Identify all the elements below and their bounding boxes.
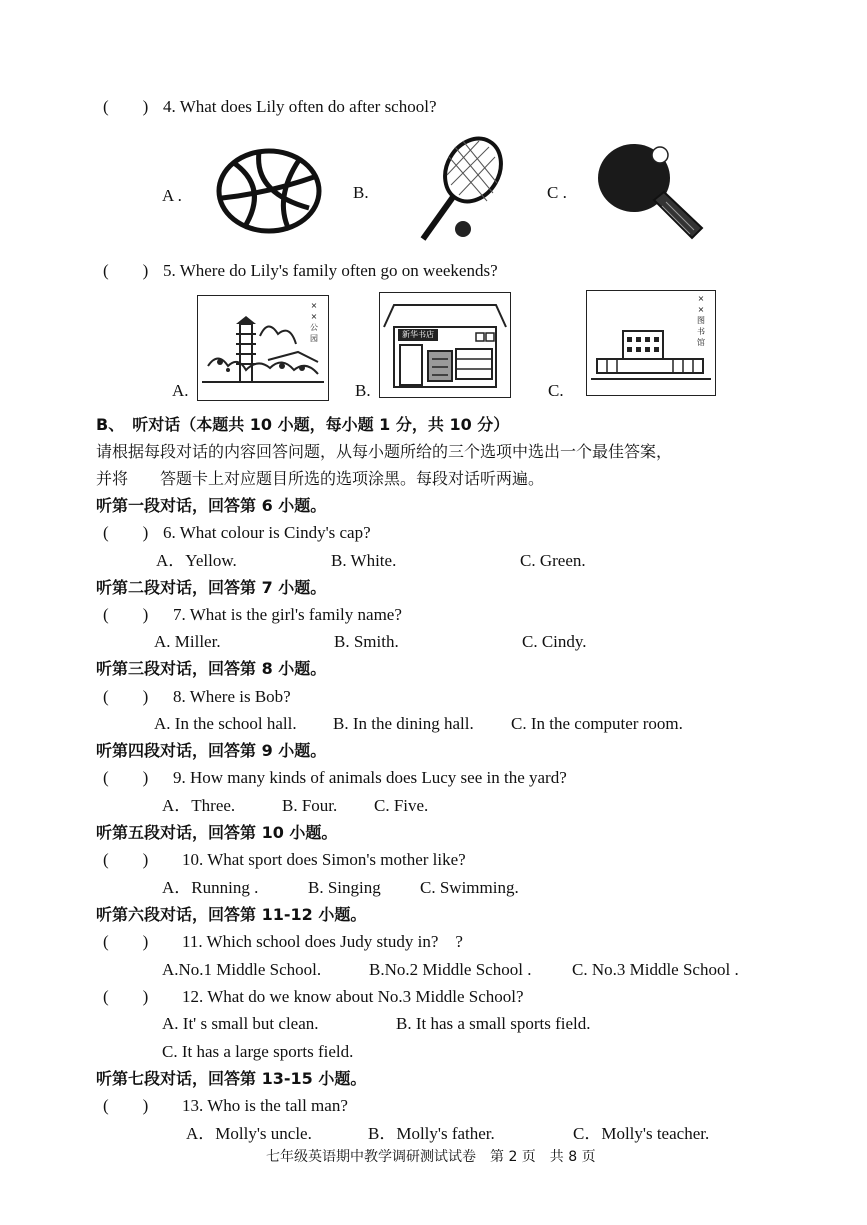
park-sign-char: 园 [310,334,318,343]
library-sign-char: 馆 [697,338,705,347]
q13-answer-blank[interactable]: ( ) [103,1096,149,1115]
section-b-instruction-line1: 请根据每段对话的内容回答问题，从每小题所给的三个选项中选出一个最佳答案， [96,442,673,461]
q9-option-b[interactable]: B. Four. [282,796,338,815]
library-sign-char: × [697,294,705,303]
q12-answer-blank[interactable]: ( ) [103,987,149,1006]
library-sign-char: × [697,305,705,314]
q7-option-b[interactable]: B. Smith. [334,632,399,651]
q6-answer-blank[interactable]: ( ) [103,523,149,542]
q12-question: 12. What do we know about No.3 Middle School? [182,987,524,1006]
park-picture [197,295,329,401]
dialog-6-header: 听第六段对话，回答第 11-12 小题。 [96,905,367,924]
q12-option-b[interactable]: B. It has a small sports field. [396,1014,591,1033]
q9-question: 9. How many kinds of animals does Lucy see in the yard? [173,768,567,787]
q4-option-b-label: B. [353,183,369,202]
page-footer: 七年级英语期中教学调研测试试卷 第 2 页 共 8 页 [266,1149,596,1165]
q12-option-c[interactable]: C. It has a large sports field. [162,1042,354,1061]
section-b-title: B、 听对话（本题共 10 小题，每小题 1 分，共 10 分） [96,415,510,434]
q13-option-b[interactable]: B．Molly's father. [368,1124,495,1143]
dialog-1-header: 听第一段对话，回答第 6 小题。 [96,496,327,515]
dialog-5-header: 听第五段对话，回答第 10 小题。 [96,823,338,842]
dialog-3-header: 听第三段对话，回答第 8 小题。 [96,659,327,678]
q11-option-b[interactable]: B.No.2 Middle School . [369,960,532,979]
q8-option-c[interactable]: C. In the computer room. [511,714,683,733]
q8-question: 8. Where is Bob? [173,687,291,706]
q10-option-a[interactable]: A．Running . [162,878,259,897]
q4-option-c-label: C . [547,183,567,202]
q6-option-b[interactable]: B. White. [331,551,397,570]
volleyball-icon [214,148,326,234]
library-picture [586,290,716,396]
q6-question: 6. What colour is Cindy's cap? [163,523,371,542]
q9-answer-blank[interactable]: ( ) [103,768,149,787]
q5-option-a-label: A. [172,381,189,400]
park-sign-char: 公 [310,323,318,332]
q8-answer-blank[interactable]: ( ) [103,687,149,706]
q4-question: 4. What does Lily often do after school? [163,97,437,116]
q5-option-c-label: C. [548,381,564,400]
section-b-instruction-line2: 并将 答题卡上对应题目所选的选项涂黑。每段对话听两遍。 [96,469,545,488]
library-sign-char: 书 [697,327,705,336]
park-sign-char: × [310,312,318,321]
q10-option-c[interactable]: C. Swimming. [420,878,519,897]
bookstore-sign: 新华书店 [398,329,438,341]
q9-option-a[interactable]: A．Three. [162,796,236,815]
library-sign-char: 图 [697,316,705,325]
dialog-2-header: 听第二段对话，回答第 7 小题。 [96,578,327,597]
bookstore-picture [379,292,511,398]
q12-option-a[interactable]: A. It' s small but clean. [162,1014,319,1033]
q10-question: 10. What sport does Simon's mother like? [182,850,466,869]
q10-option-b[interactable]: B. Singing [308,878,381,897]
dialog-4-header: 听第四段对话，回答第 9 小题。 [96,741,327,760]
q13-question: 13. Who is the tall man? [182,1096,348,1115]
dialog-7-header: 听第七段对话，回答第 13-15 小题。 [96,1069,367,1088]
q4-option-a-label: A . [162,186,182,205]
q7-answer-blank[interactable]: ( ) [103,605,149,624]
q9-option-c[interactable]: C. Five. [374,796,429,815]
q11-option-a[interactable]: A.No.1 Middle School. [162,960,322,979]
q11-question: 11. Which school does Judy study in? ? [182,932,463,951]
q4-answer-blank[interactable]: ( ) [103,97,149,116]
q8-option-a[interactable]: A. In the school hall. [154,714,297,733]
q7-option-a[interactable]: A. Miller. [154,632,221,651]
q5-question: 5. Where do Lily's family often go on weekends? [163,261,498,280]
tennis-racket-icon [415,135,505,245]
q7-option-c[interactable]: C. Cindy. [522,632,587,651]
ping-pong-paddle-icon [596,140,706,240]
q7-question: 7. What is the girl's family name? [173,605,402,624]
park-sign-char: × [310,301,318,310]
q13-option-c[interactable]: C．Molly's teacher. [573,1124,710,1143]
q13-option-a[interactable]: A．Molly's uncle. [186,1124,312,1143]
q6-option-a[interactable]: A．Yellow. [156,551,237,570]
q11-option-c[interactable]: C. No.3 Middle School . [572,960,739,979]
q6-option-c[interactable]: C. Green. [520,551,586,570]
q10-answer-blank[interactable]: ( ) [103,850,149,869]
q5-option-b-label: B. [355,381,371,400]
q11-answer-blank[interactable]: ( ) [103,932,149,951]
q8-option-b[interactable]: B. In the dining hall. [333,714,474,733]
q5-answer-blank[interactable]: ( ) [103,261,149,280]
